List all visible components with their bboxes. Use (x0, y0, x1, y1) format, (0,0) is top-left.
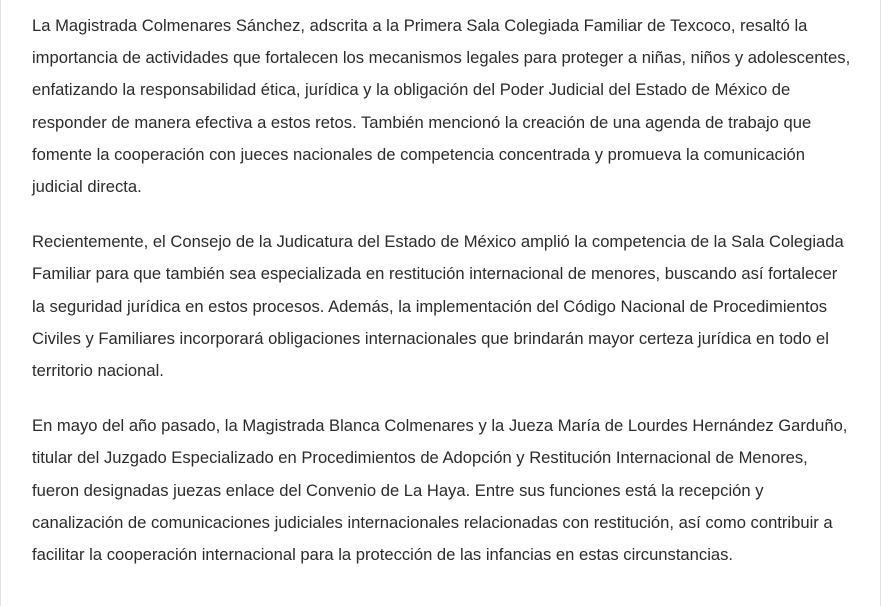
paragraph-3: En mayo del año pasado, la Magistrada Blanca Colmenares y la Jueza María de Lourdes Hernández Garduño, titular del Juzgado Especializado en Procedimientos de Adopción y Restitución Internacional de Menores, fueron designadas juezas enlace del Convenio de La Haya. Entre sus funciones está la recepción y canalización de comunicaciones judiciales internacionales relacionadas con restitución, así como contribuir a facilitar la cooperación internacional para la protección de las infancias en estas circunstancias. (32, 416, 848, 565)
paragraph-1: La Magistrada Colmenares Sánchez, adscrita a la Primera Sala Colegiada Familiar de Texcoco, resaltó la importancia de actividades que fortalecen los mecanismos legales para proteger a niñas, niños y adolescentes, enfatizando la responsabilidad ética, jurídica y la obligación del Poder Judicial del Estado de México de responder de manera efectiva a estos retos. También mencionó la creación de una agenda de trabajo que fomente la cooperación con jueces nacionales de competencia concentrada y promueva la comunicación judicial directa. (32, 16, 851, 197)
paragraph-2: Recientemente, el Consejo de la Judicatura del Estado de México amplió la competencia de la Sala Colegiada Familiar para que también sea especializada en restitución internacional de menores, buscando así fortalecer la seguridad jurídica en estos procesos. Además, la implementación del Código Nacional de Procedimientos Civiles y Familiares incorporará obligaciones internacionales que brindarán mayor certeza jurídica en todo el territorio nacional. (32, 232, 844, 381)
article-body (32, 10, 854, 594)
